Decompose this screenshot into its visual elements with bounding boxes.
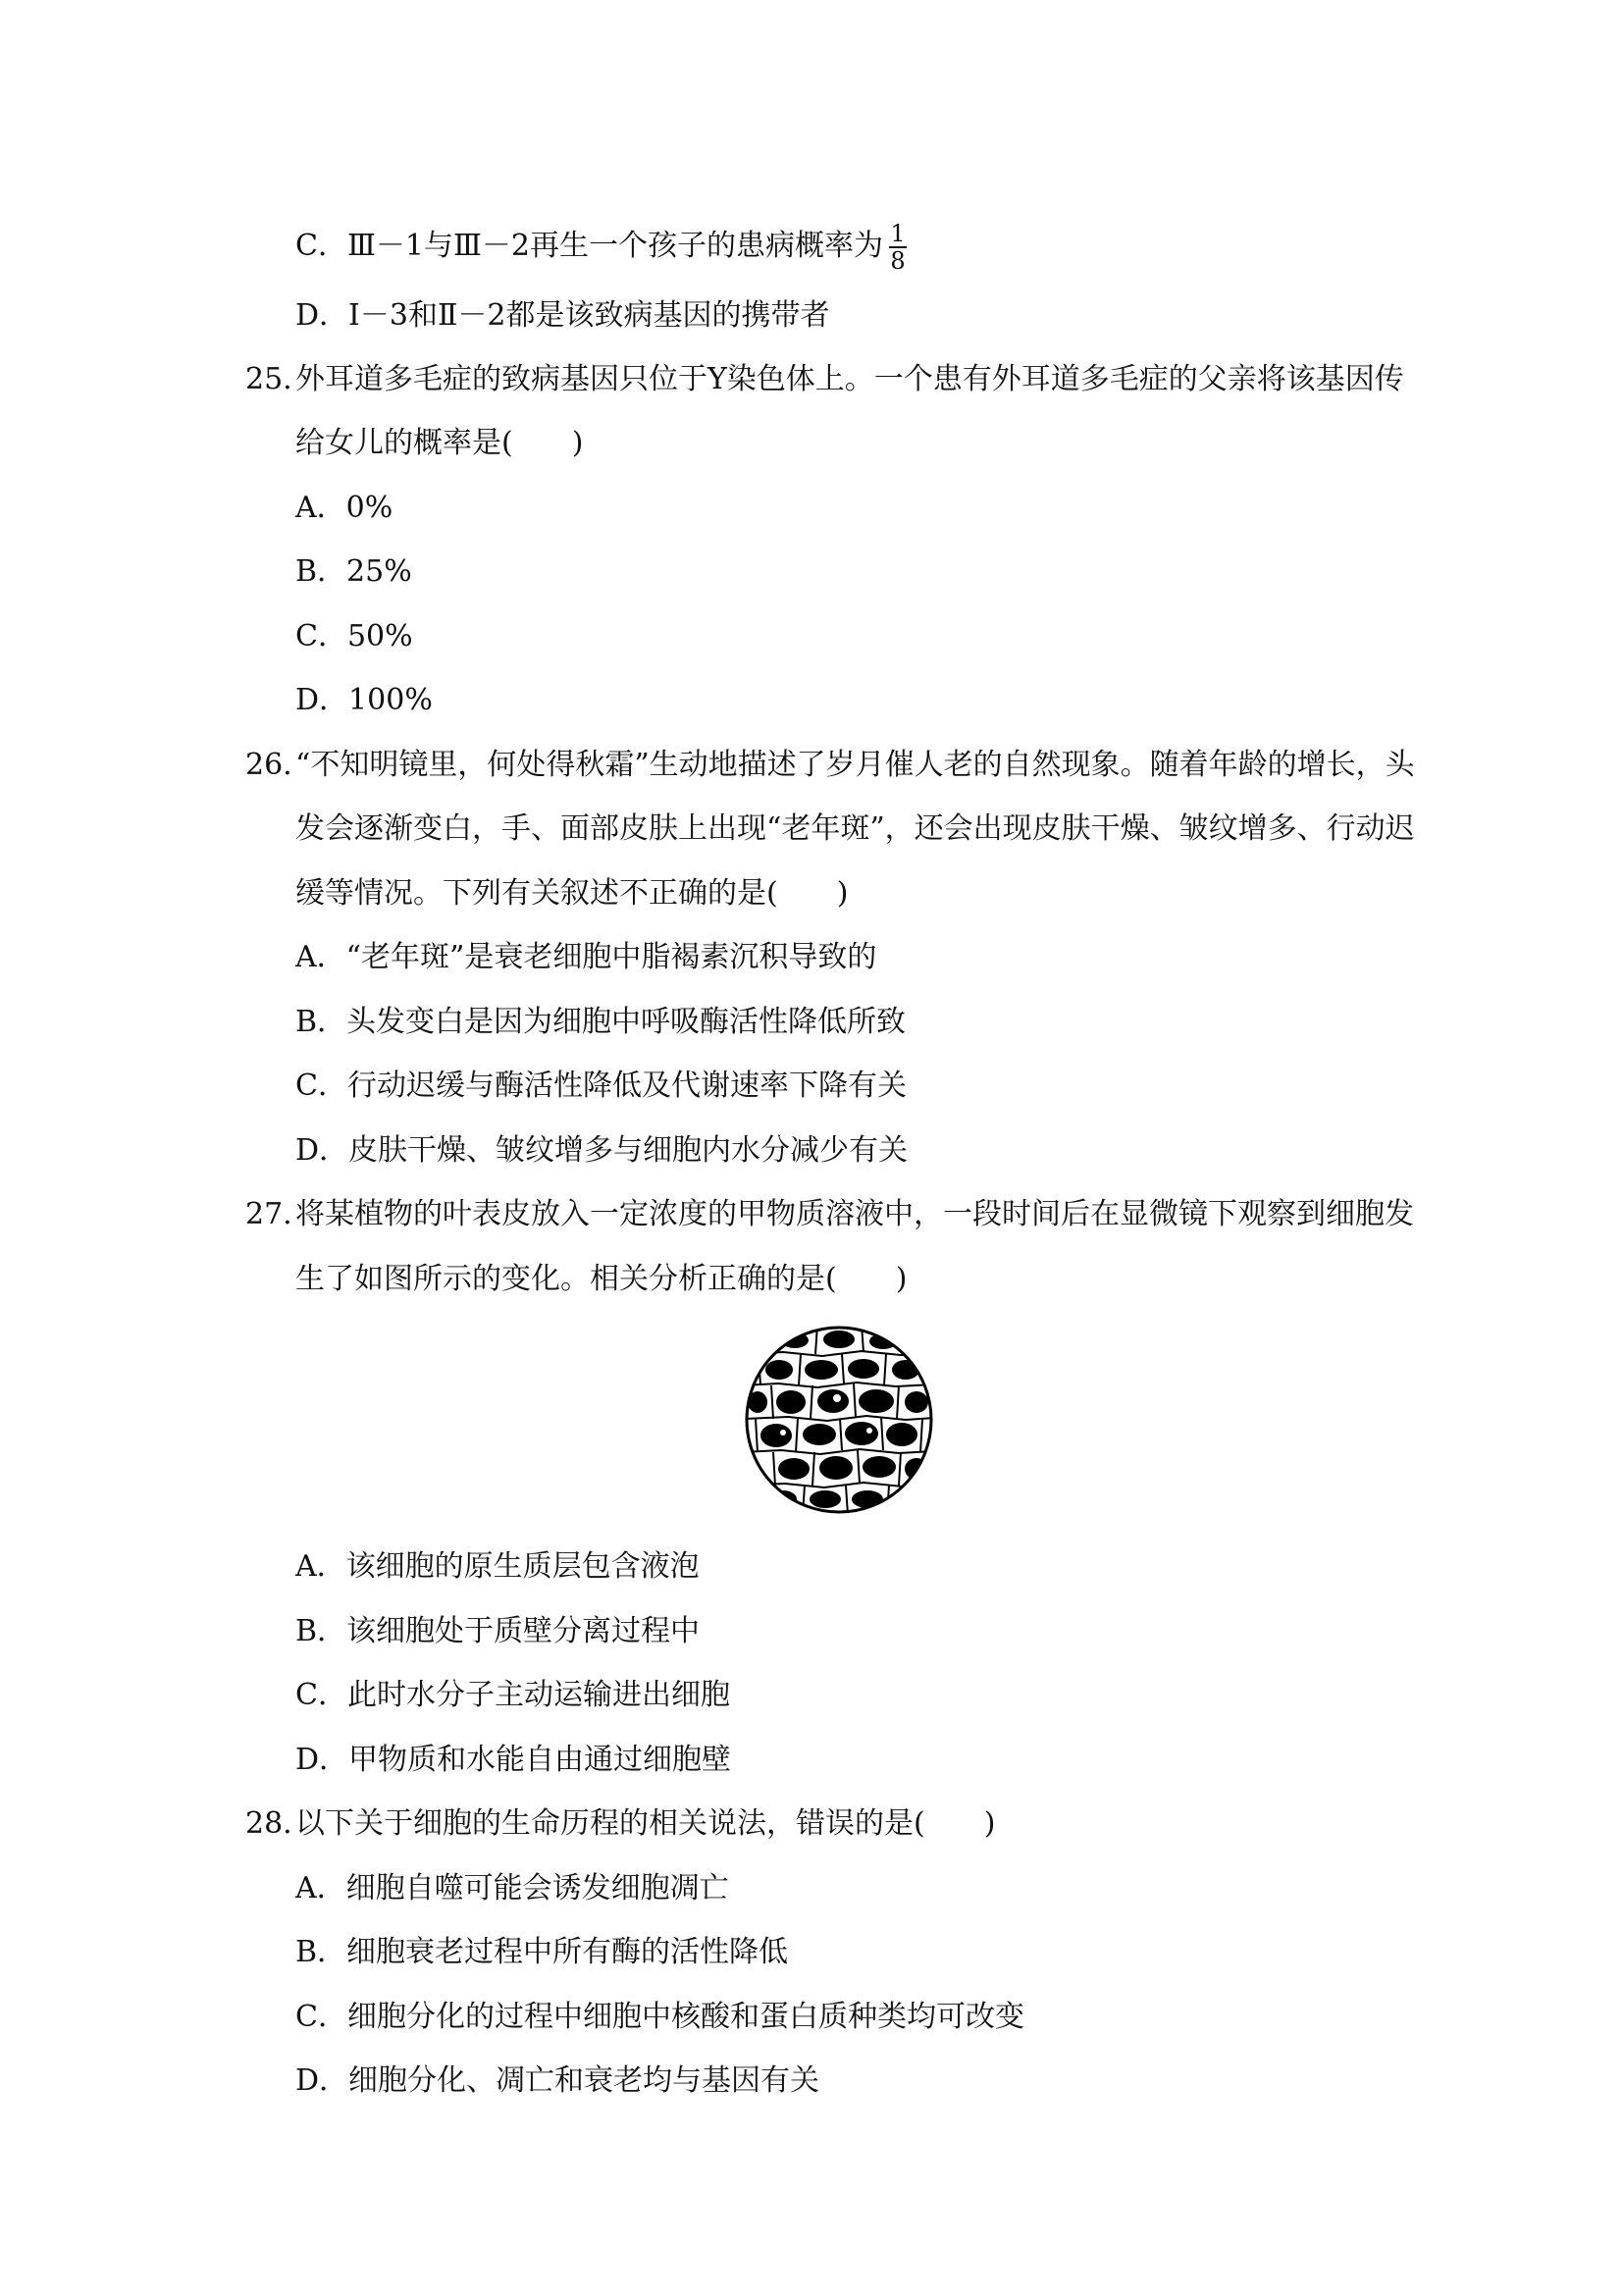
q25-option-b: B．25%	[295, 554, 412, 589]
q25-option-d: D．100%	[295, 683, 433, 717]
microscope-cell-figure	[744, 1325, 934, 1515]
q28-option-a: A．细胞自噬可能会诱发细胞凋亡	[295, 1871, 729, 1905]
q26-stem-line-3: 缓等情况。下列有关叙述不正确的是( )	[295, 876, 849, 911]
q24-option-c	[295, 221, 907, 274]
q25-option-c: C．50%	[295, 619, 413, 653]
q26-option-d: D．皮肤干燥、皱纹增多与细胞内水分减少有关	[295, 1133, 909, 1168]
q27-option-c: C．此时水分子主动运输进出细胞	[295, 1678, 730, 1712]
q25-number: 25.	[245, 362, 292, 396]
q27-stem-line-2: 生了如图所示的变化。相关分析正确的是( )	[295, 1262, 908, 1296]
q26-stem-line-1: 26. “不知明镜里，何处得秋霜”生动地描述了岁月催人老的自然现象。随着年龄的增长，头	[245, 746, 1415, 785]
fraction-one-eighth: $\frac{1}{8}$	[890, 220, 906, 275]
q27-number: 27.	[245, 1197, 292, 1231]
q27-option-d: D．甲物质和水能自由通过细胞壁	[295, 1743, 732, 1777]
q27-option-b: B．该细胞处于质壁分离过程中	[295, 1614, 701, 1648]
q26-stem-line-2: 发会逐渐变白，手、面部皮肤上出现“老年斑”，还会出现皮肤干燥、皱纹增多、行动迟	[295, 811, 1415, 846]
q26-option-c: C．行动迟缓与酶活性降低及代谢速率下降有关	[295, 1069, 907, 1103]
q28-stem-line-1: 28. 以下关于细胞的生命历程的相关说法，错误的是( )	[245, 1804, 995, 1844]
q24-option-d: D．Ⅰ－3和Ⅱ－2都是该致病基因的携带者	[295, 298, 830, 333]
q26-option-a: A．“老年斑”是衰老细胞中脂褐素沉积导致的	[295, 940, 877, 974]
q24-option-c-text: C．Ⅲ－1与Ⅲ－2再生一个孩子的患病概率为	[295, 229, 883, 263]
q26-option-b: B．头发变白是因为细胞中呼吸酶活性降低所致	[295, 1005, 907, 1039]
q27-option-a: A．该细胞的原生质层包含液泡	[295, 1549, 700, 1584]
q26-number: 26.	[245, 748, 292, 782]
q28-number: 28.	[245, 1806, 292, 1841]
q28-option-d: D．细胞分化、凋亡和衰老均与基因有关	[295, 2063, 820, 2098]
q25-stem-line-1: 25. 外耳道多毛症的致病基因只位于Y染色体上。一个患有外耳道多毛症的父亲将该基因传	[245, 360, 1404, 399]
q25-option-a: A．0%	[295, 491, 393, 525]
q27-stem-line-1: 27. 将某植物的叶表皮放入一定浓度的甲物质溶液中，一段时间后在显微镜下观察到细胞发	[245, 1195, 1414, 1234]
q28-option-c: C．细胞分化的过程中细胞中核酸和蛋白质种类均可改变	[295, 2000, 1024, 2034]
q28-option-b: B．细胞衰老过程中所有酶的活性降低	[295, 1935, 789, 1969]
q25-stem-line-2: 给女儿的概率是( )	[295, 426, 584, 460]
